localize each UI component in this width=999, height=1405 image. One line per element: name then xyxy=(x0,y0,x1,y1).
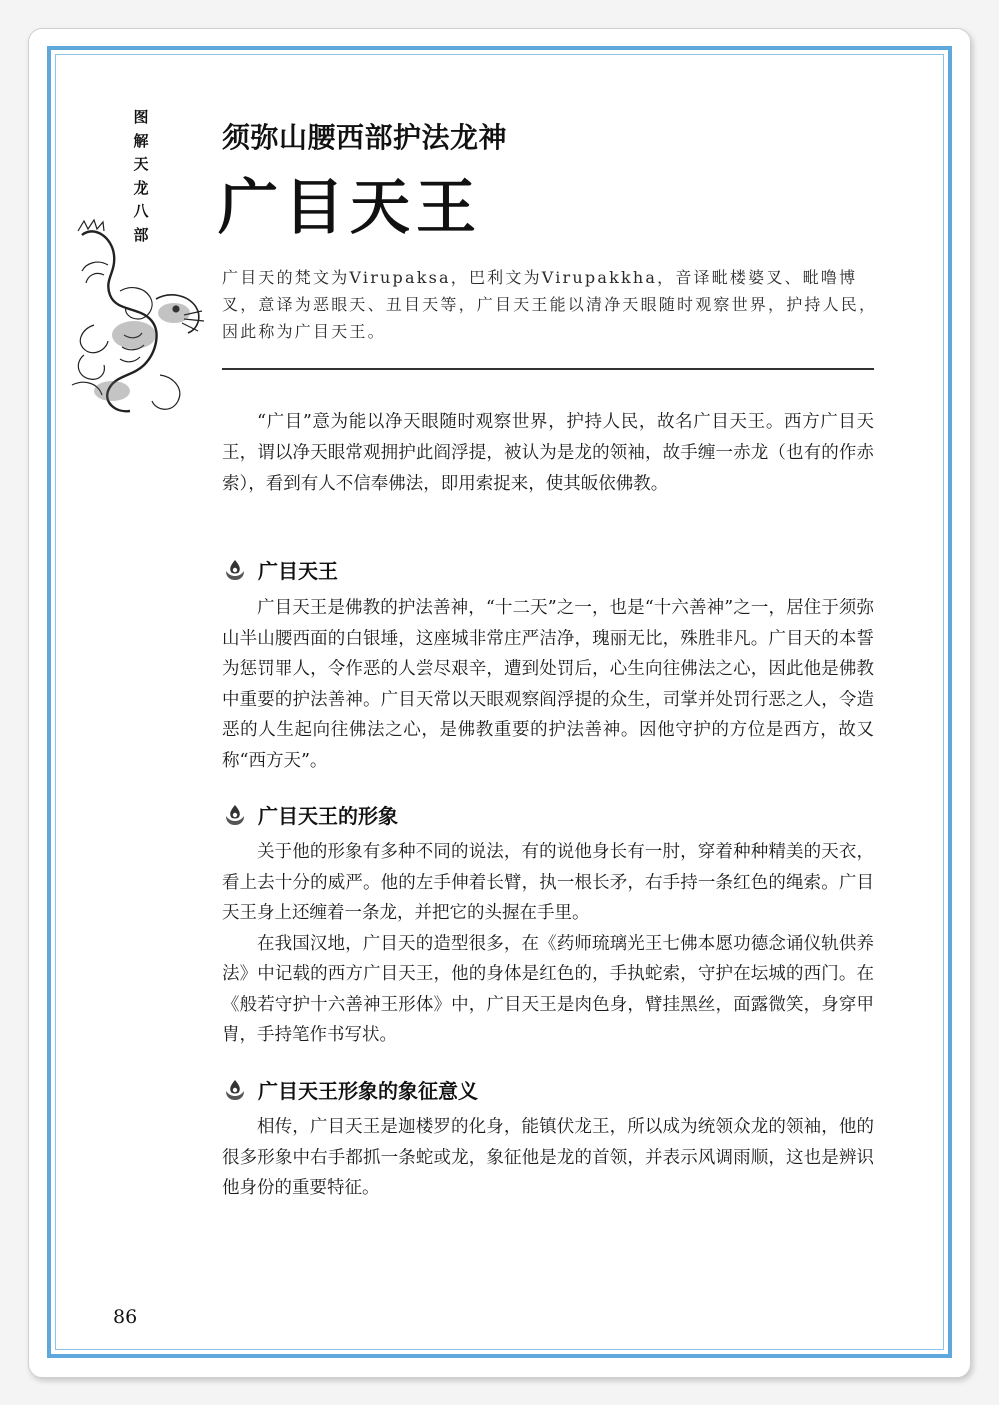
section-body xyxy=(222,837,874,1051)
section-body xyxy=(222,1112,874,1204)
section-heading xyxy=(222,555,338,584)
page-title: 广目天王 xyxy=(218,173,482,243)
intro-paragraph: 广目天的梵文为Virupaksa，巴利文为Virupakkha，音译毗楼婆叉、毗噜博叉，意译为恶眼天、丑目天等，广目天王能以清净天眼随时观察世界，护持人民，因此称为广目天王。 xyxy=(222,268,878,341)
section-heading-text: 广目天王 xyxy=(258,559,338,583)
lotus-flame-icon xyxy=(222,1077,248,1103)
section-body xyxy=(222,593,874,776)
section-heading xyxy=(222,800,398,829)
section-heading-text: 广目天王的形象 xyxy=(258,804,398,828)
series-char: 天 xyxy=(133,155,149,173)
lotus-flame-icon xyxy=(222,557,248,583)
section-heading-text: 广目天王形象的象征意义 xyxy=(258,1079,478,1103)
series-char: 龙 xyxy=(133,178,149,197)
paragraph: 在我国汉地，广目天的造型很多，在《药师琉璃光王七佛本愿功德念诵仪轨供养法》中记载的西方广目天王，他的身体是红色的，手执蛇索，守护在坛城的西门。在《般若守护十六善神王形体》中，广目天王是肉色身，臂挂黑丝，面露微笑，身穿甲胄，手持笔作书写状。 xyxy=(222,933,874,1045)
main-paragraph: “广目”意为能以净天眼随时观察世界，护持人民，故名广目天王。西方广目天王，谓以净天眼常观拥护此阎浮提，被认为是龙的领袖，故手缠一赤龙（也有的作赤索），看到有人不信奉佛法，即用索捉来，使其皈依佛教。 xyxy=(222,412,874,494)
page-number: 86 xyxy=(113,1306,138,1328)
page-subtitle: 须弥山腰西部护法龙神 xyxy=(222,121,508,154)
divider xyxy=(222,368,874,370)
paragraph: 广目天王是佛教的护法善神，“十二天”之一，也是“十六善神”之一，居住于须弥山半山腰西面的白银埵，这座城非常庄严洁净，瑰丽无比，殊胜非凡。广目天的本誓为惩罚罪人，令作恶的人尝尽艰辛，遭到处罚后，心生向往佛法之心，因此他是佛教中重要的护法善神。广目天常以天眼观察阎浮提的众生，司掌并处罚行恶之人，令造恶的人生起向往佛法之心，是佛教重要的护法善神。因他守护的方位是西方，故又称“西方天”。 xyxy=(222,598,874,771)
series-char: 部 xyxy=(133,225,149,244)
paragraph: 关于他的形象有多种不同的说法，有的说他身长有一肘，穿着种种精美的天衣，看上去十分的威严。他的左手伸着长臂，执一根长矛，右手持一条红色的绳索。广目天王身上还缠着一条龙，并把它的头握在手里。 xyxy=(222,842,874,923)
series-char: 解 xyxy=(133,131,149,150)
dragon-illustration-icon xyxy=(64,215,224,425)
paragraph: 相传，广目天王是迦楼罗的化身，能镇伏龙王，所以成为统领众龙的领袖，他的很多形象中右手都抓一条蛇或龙，象征他是龙的首领，并表示风调雨顺，这也是辨识他身份的重要特征。 xyxy=(222,1117,874,1198)
series-char: 八 xyxy=(133,202,149,220)
section-heading xyxy=(222,1075,478,1104)
lotus-flame-icon xyxy=(222,802,248,828)
series-char: 图 xyxy=(133,108,149,126)
